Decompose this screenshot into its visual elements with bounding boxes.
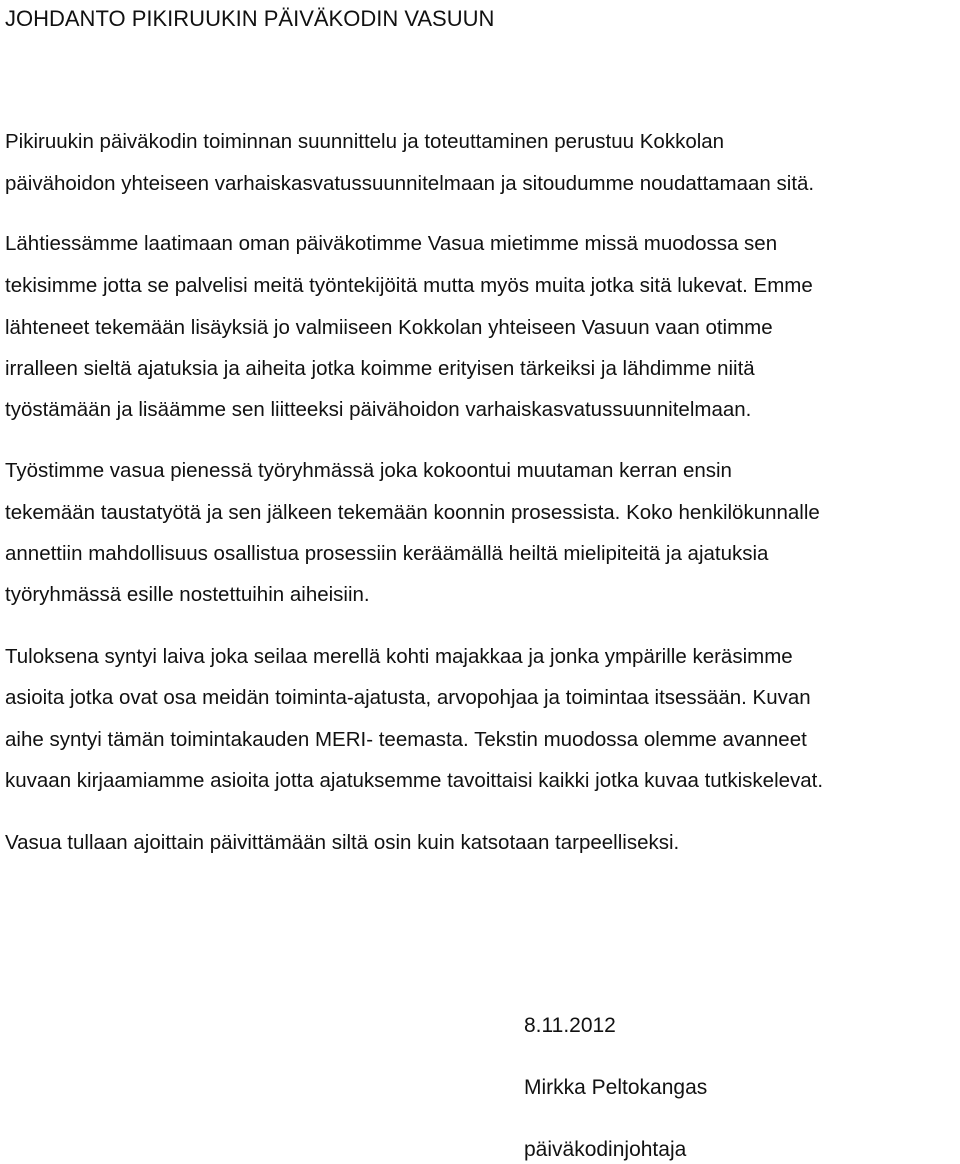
paragraph-line: Lähtiessämme laatimaan oman päiväkotimme Vasua mietimme missä muodossa sen: [5, 232, 778, 255]
paragraph-line: tekisimme jotta se palvelisi meitä työntekijöitä mutta myös muita jotka sitä lukevat. Emme: [5, 274, 813, 297]
signature-date: 8.11.2012: [524, 1014, 616, 1037]
paragraph-line: annettiin mahdollisuus osallistua prosessiin keräämällä heiltä mielipiteitä ja ajatuksia: [5, 542, 769, 565]
paragraph-line: Vasua tullaan ajoittain päivittämään siltä osin kuin katsotaan tarpeelliseksi.: [5, 831, 680, 854]
paragraph-line: Työstimme vasua pienessä työryhmässä joka kokoontui muutaman kerran ensin: [5, 459, 732, 482]
paragraph-line: Pikiruukin päiväkodin toiminnan suunnittelu ja toteuttaminen perustuu Kokkolan: [5, 130, 725, 153]
paragraph-line: tekemään taustatyötä ja sen jälkeen tekemään koonnin prosessista. Koko henkilökunnalle: [5, 501, 820, 524]
paragraph-line: Tuloksena syntyi laiva joka seilaa merellä kohti majakkaa ja jonka ympärille keräsimme: [5, 645, 793, 668]
paragraph-line: työryhmässä esille nostettuihin aiheisiin.: [5, 583, 370, 606]
paragraph-line: aihe syntyi tämän toimintakauden MERI- teemasta. Tekstin muodossa olemme avanneet: [5, 728, 807, 751]
signature-role: päiväkodinjohtaja: [524, 1138, 687, 1161]
paragraph-line: irralleen sieltä ajatuksia ja aiheita jotka koimme erityisen tärkeiksi ja lähdimme niitä: [5, 357, 755, 380]
paragraph-line: päivähoidon yhteiseen varhaiskasvatussuunnitelmaan ja sitoudumme noudattamaan sitä.: [5, 172, 815, 195]
paragraph-line: työstämään ja lisäämme sen liitteeksi päivähoidon varhaiskasvatussuunnitelmaan.: [5, 398, 752, 421]
paragraph-line: asioita jotka ovat osa meidän toiminta-ajatusta, arvopohjaa ja toimintaa itsessään. Kuvan: [5, 686, 811, 709]
document-title: JOHDANTO PIKIRUUKIN PÄIVÄKODIN VASUUN: [5, 6, 495, 31]
signature-name: Mirkka Peltokangas: [524, 1076, 708, 1099]
paragraph-line: kuvaan kirjaamiamme asioita jotta ajatuksemme tavoittaisi kaikki jotka kuvaa tutkiskelevat.: [5, 769, 824, 792]
paragraph-line: lähteneet tekemään lisäyksiä jo valmiiseen Kokkolan yhteiseen Vasuun vaan otimme: [5, 316, 773, 339]
